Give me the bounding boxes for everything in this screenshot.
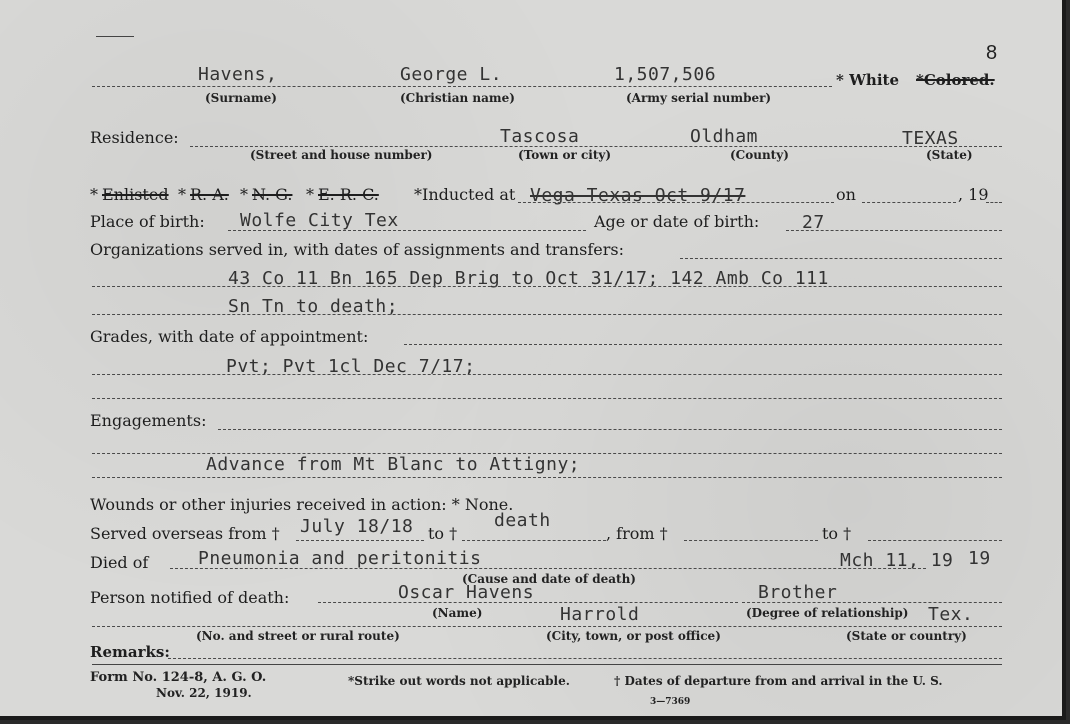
overseas-label: Served overseas from † bbox=[90, 524, 280, 543]
organizations-line-0 bbox=[680, 258, 1002, 259]
engagements-line-2 bbox=[92, 477, 1002, 478]
on-label: on bbox=[836, 185, 856, 204]
ng-option: N. G. bbox=[252, 185, 293, 204]
city-label: (City, town, or post office) bbox=[546, 629, 721, 643]
engagements-line1: Advance from Mt Blanc to Attigny; bbox=[206, 454, 581, 475]
serial-value: 1,507,506 bbox=[614, 64, 717, 85]
erc-star: * bbox=[306, 185, 314, 204]
inducted-line bbox=[518, 202, 834, 203]
remarks-label: Remarks: bbox=[90, 643, 170, 661]
birthplace-value: Wolfe City Tex bbox=[240, 210, 399, 231]
relationship-line bbox=[742, 602, 1002, 603]
form-date: Nov. 22, 1919. bbox=[156, 686, 252, 700]
overseas-from2-line bbox=[684, 540, 818, 541]
erc-option: E. R. C. bbox=[318, 185, 379, 204]
notified-street-label: (No. and street or rural route) bbox=[196, 629, 400, 643]
year-line bbox=[986, 202, 1002, 203]
death-date-value: Mch 11, 19 bbox=[840, 550, 954, 571]
overseas-from-value: July 18/18 bbox=[300, 516, 414, 537]
remarks-line bbox=[168, 658, 1002, 659]
state-value: TEXAS bbox=[902, 128, 959, 149]
white-label: * White bbox=[836, 71, 899, 89]
grades-label: Grades, with date of appointment: bbox=[90, 327, 369, 346]
relationship-label: (Degree of relationship) bbox=[746, 606, 909, 620]
footer-rule bbox=[92, 664, 1002, 665]
overseas-to-line bbox=[462, 540, 606, 541]
surname-value: Havens, bbox=[198, 64, 278, 85]
age-value: 27 bbox=[802, 212, 825, 233]
top-rule bbox=[96, 36, 134, 37]
notified-label: Person notified of death: bbox=[90, 588, 290, 607]
overseas-to-label: to † bbox=[428, 524, 458, 543]
ng-star: * bbox=[240, 185, 248, 204]
birthplace-label: Place of birth: bbox=[90, 212, 205, 231]
residence-label: Residence: bbox=[90, 128, 179, 147]
grades-line1: Pvt; Pvt 1cl Dec 7/17; bbox=[226, 356, 476, 377]
age-line bbox=[786, 230, 1002, 231]
town-label: (Town or city) bbox=[518, 148, 612, 162]
print-code: 3—7369 bbox=[650, 697, 691, 707]
footnote-strike: *Strike out words not applicable. bbox=[348, 674, 570, 688]
age-label: Age or date of birth: bbox=[594, 212, 760, 231]
overseas-to2-label: to † bbox=[822, 524, 852, 543]
overseas-from-line bbox=[296, 540, 424, 541]
on-line bbox=[862, 202, 956, 203]
death-year-value: 19 bbox=[968, 548, 991, 569]
row1-line bbox=[92, 86, 832, 87]
enlisted-option: Enlisted bbox=[102, 185, 169, 204]
colored-label: *Colored. bbox=[916, 71, 995, 89]
died-line bbox=[170, 568, 926, 569]
form-number: Form No. 124-8, A. G. O. bbox=[90, 670, 267, 685]
overseas-to-value: death bbox=[494, 510, 551, 531]
overseas-from2-label: , from † bbox=[606, 524, 668, 543]
inducted-label: *Inducted at bbox=[414, 185, 516, 204]
organizations-line1: 43 Co 11 Bn 165 Dep Brig to Oct 31/17; 142 Amb Co 111 bbox=[228, 268, 829, 289]
birthplace-line bbox=[228, 230, 586, 231]
engagements-line-0 bbox=[218, 429, 1002, 430]
overseas-to2-line bbox=[868, 540, 1002, 541]
notified-name-value: Oscar Havens bbox=[398, 582, 535, 603]
grades-line-0 bbox=[404, 344, 1002, 345]
ra-star: * bbox=[178, 185, 186, 204]
notified-state-label: (State or country) bbox=[846, 629, 967, 643]
notified-name-line bbox=[318, 602, 738, 603]
surname-label: (Surname) bbox=[205, 91, 277, 105]
notified-state-value: Tex. bbox=[928, 604, 974, 625]
county-label: (County) bbox=[730, 148, 789, 162]
wounds-label: Wounds or other injuries received in action: * None. bbox=[90, 495, 514, 514]
organizations-line2: Sn Tn to death; bbox=[228, 296, 399, 317]
year-label: , 19 bbox=[958, 185, 989, 204]
state-label: (State) bbox=[926, 148, 973, 162]
organizations-line-1 bbox=[92, 286, 1002, 287]
ra-option: R. A. bbox=[190, 185, 229, 204]
inducted-value: Vega Texas Oct 9/17 bbox=[530, 185, 746, 206]
christian-name-label: (Christian name) bbox=[400, 91, 515, 105]
serial-label: (Army serial number) bbox=[626, 91, 772, 105]
enlisted-prefix: * bbox=[90, 185, 98, 204]
grades-line-1 bbox=[92, 374, 1002, 375]
county-value: Oldham bbox=[690, 126, 759, 147]
notified-address-line bbox=[92, 626, 1002, 627]
footnote-dates: † Dates of departure from and arrival in the U. S. bbox=[614, 674, 943, 688]
organizations-line-2 bbox=[92, 314, 1002, 315]
notified-name-label: (Name) bbox=[432, 606, 483, 620]
died-label: Died of bbox=[90, 553, 149, 572]
town-value: Tascosa bbox=[500, 126, 580, 147]
organizations-label: Organizations served in, with dates of assignments and transfers: bbox=[90, 240, 624, 259]
grades-line-2 bbox=[92, 398, 1002, 399]
street-label: (Street and house number) bbox=[250, 148, 433, 162]
cause-value: Pneumonia and peritonitis bbox=[198, 548, 482, 569]
christian-name-value: George L. bbox=[400, 64, 503, 85]
relationship-value: Brother bbox=[758, 582, 838, 603]
engagements-label: Engagements: bbox=[90, 411, 207, 430]
cause-label: (Cause and date of death) bbox=[462, 572, 636, 586]
card-number-text: 8 bbox=[986, 42, 998, 64]
city-value: Harrold bbox=[560, 604, 640, 625]
residence-line bbox=[190, 146, 1002, 147]
